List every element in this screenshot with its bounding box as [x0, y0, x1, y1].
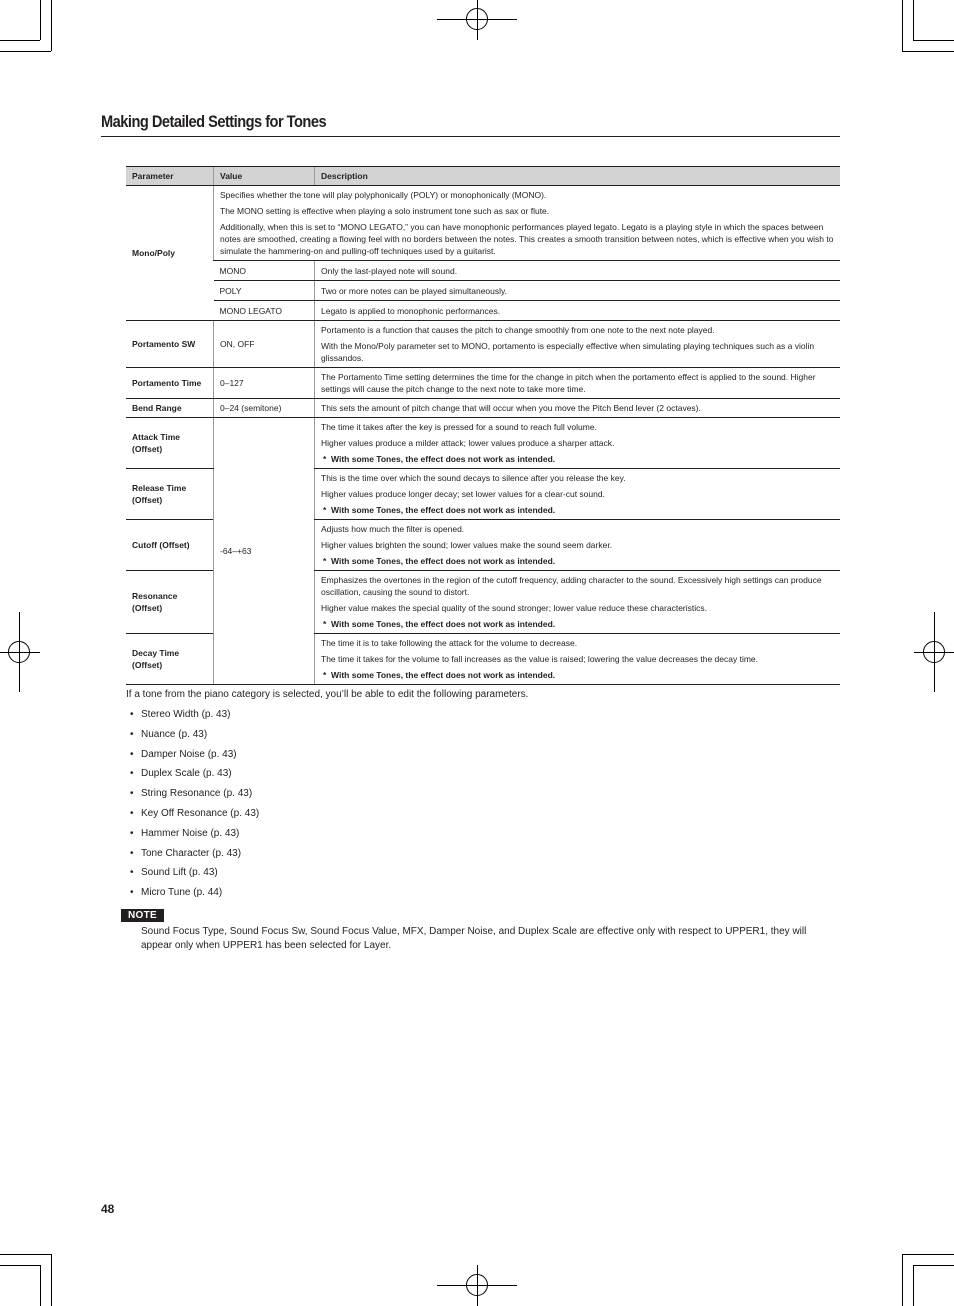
value-cell: 0–127 — [214, 368, 315, 399]
crop-mark — [51, 0, 52, 51]
asterisk-icon: * — [323, 505, 327, 515]
crop-mark — [0, 1254, 51, 1255]
description-cell — [315, 321, 841, 368]
param-qualifier: (Offset) — [132, 495, 163, 505]
param-decay-time — [126, 634, 214, 685]
description-text: Higher values produce a milder attack; lower values produce a sharper attack. — [321, 438, 615, 448]
description-cell — [315, 418, 841, 469]
description-text: The time it is to take following the attack for the volume to decrease. — [321, 638, 578, 648]
list-item — [126, 767, 259, 787]
crop-mark — [913, 1265, 914, 1306]
description-cell — [315, 520, 841, 571]
warning-note — [321, 504, 834, 516]
list-item-text: Hammer Noise (p. 43) — [141, 827, 240, 839]
bullet-icon: • — [130, 887, 134, 899]
crop-mark — [902, 1254, 903, 1306]
warning-text: With some Tones, the effect does not work as intended. — [331, 619, 556, 629]
crop-mark — [40, 0, 41, 40]
warning-text: With some Tones, the effect does not work as intended. — [331, 556, 556, 566]
param-mono-poly: Mono/Poly — [126, 186, 214, 321]
param-qualifier: (Offset) — [132, 660, 163, 670]
bullet-icon: • — [130, 788, 134, 800]
column-header-parameter: Parameter — [126, 167, 214, 186]
list-item-text: Tone Character (p. 43) — [141, 847, 242, 859]
value-cell-offset: -64–+63 — [214, 418, 315, 685]
warning-note — [321, 669, 834, 681]
table-row — [126, 368, 840, 399]
warning-text: With some Tones, the effect does not work as intended. — [331, 505, 556, 515]
param-qualifier: (Offset) — [132, 603, 163, 613]
param-bend-range: Bend Range — [126, 399, 214, 418]
description-text: Adjusts how much the filter is opened. — [321, 524, 465, 534]
description-text: This is the time over which the sound decays to silence after you release the key. — [321, 473, 626, 483]
param-cutoff: Cutoff (Offset) — [126, 520, 214, 571]
asterisk-icon: * — [323, 619, 327, 629]
crop-mark — [51, 1254, 52, 1306]
description-text: Portamento is a function that causes the pitch to change smoothly from one note to the next note played. — [321, 325, 715, 335]
column-header-description: Description — [315, 167, 841, 186]
description-cell — [315, 634, 841, 685]
page-title: Making Detailed Settings for Tones — [101, 112, 327, 131]
param-attack-time — [126, 418, 214, 469]
value-cell: MONO LEGATO — [214, 301, 315, 321]
warning-text: With some Tones, the effect does not work as intended. — [331, 670, 556, 680]
list-item — [126, 847, 259, 867]
list-item-text: Nuance (p. 43) — [141, 728, 208, 740]
value-cell: MONO — [214, 261, 315, 281]
param-resonance — [126, 571, 214, 634]
param-name: Resonance — [132, 591, 178, 601]
param-release-time — [126, 469, 214, 520]
description-text: Higher value makes the special quality of the sound stronger; lower value reduce these characteristics. — [321, 603, 708, 613]
description-cell: Legato is applied to monophonic performances. — [315, 301, 841, 321]
description-text: Emphasizes the overtones in the region of the cutoff frequency, adding character to the sound. Excessively high settings can produce oscillation, causing the sound to distort. — [321, 575, 822, 597]
bullet-icon: • — [130, 768, 134, 780]
crop-mark — [902, 51, 954, 52]
description-text: Higher values produce longer decay; set lower values for a clear-cut sound. — [321, 489, 605, 499]
table-row — [126, 281, 840, 301]
registration-mark — [466, 1274, 488, 1296]
description-text: The time it takes after the key is pressed for a sound to reach full volume. — [321, 422, 597, 432]
list-item — [126, 886, 259, 906]
warning-note — [321, 453, 834, 465]
list-item — [126, 866, 259, 886]
registration-mark — [466, 8, 488, 30]
list-item — [126, 807, 259, 827]
title-divider — [101, 136, 840, 137]
page-number: 48 — [101, 1202, 115, 1216]
value-cell: POLY — [214, 281, 315, 301]
param-portamento-sw: Portamento SW — [126, 321, 214, 368]
parameter-table — [126, 166, 840, 685]
crop-mark — [913, 1265, 954, 1266]
description-cell — [315, 571, 841, 634]
list-item-text: Duplex Scale (p. 43) — [141, 768, 232, 780]
crop-mark — [0, 51, 51, 52]
list-item-text: String Resonance (p. 43) — [141, 788, 253, 800]
table-row — [126, 301, 840, 321]
list-item-text: Key Off Resonance (p. 43) — [141, 807, 260, 819]
description-cell: This sets the amount of pitch change that will occur when you move the Pitch Bend lever (2 octaves). — [315, 399, 841, 418]
table-row — [126, 321, 840, 368]
list-item — [126, 748, 259, 768]
warning-note — [321, 618, 834, 630]
registration-mark — [8, 641, 30, 663]
crop-mark — [902, 0, 903, 51]
param-name: Attack Time — [132, 432, 181, 442]
table-header-row — [126, 167, 840, 186]
list-item — [126, 787, 259, 807]
asterisk-icon: * — [323, 556, 327, 566]
bullet-icon: • — [130, 728, 134, 740]
list-item — [126, 728, 259, 748]
intro-paragraph: If a tone from the piano category is selected, you’ll be able to edit the following parameters. — [126, 689, 529, 700]
description-text: Additionally, when this is set to “MONO LEGATO,” you can have monophonic performances played legato. Legato is a playing style in which the spaces between notes are smoothed, creating a flowing feel with no borders between the notes. This creates a smooth transition between notes, which is effective when you wish to simulate the hammering-on and pulling-off techniques used by a guitarist. — [220, 222, 834, 256]
piano-parameter-list — [126, 708, 259, 906]
note-label: NOTE — [121, 909, 164, 922]
list-item — [126, 827, 259, 847]
crop-mark — [40, 1265, 41, 1306]
list-item — [126, 708, 259, 728]
param-name: Decay Time — [132, 648, 180, 658]
value-cell: ON, OFF — [214, 321, 315, 368]
description-text: Higher values brighten the sound; lower values make the sound seem darker. — [321, 540, 613, 550]
table-row — [126, 261, 840, 281]
description-text: With the Mono/Poly parameter set to MONO, portamento is especially effective when simulating playing techniques such as a violin glissandos. — [321, 341, 815, 363]
bullet-icon: • — [130, 827, 134, 839]
param-name: Release Time — [132, 483, 187, 493]
description-text: The time it takes for the volume to fall increases as the value is raised; lowering the value decreases the decay time. — [321, 654, 759, 664]
list-item-text: Sound Lift (p. 43) — [141, 867, 218, 879]
bullet-icon: • — [130, 867, 134, 879]
value-cell: 0–24 (semitone) — [214, 399, 315, 418]
crop-mark — [902, 1254, 954, 1255]
crop-mark — [0, 40, 40, 41]
table-row — [126, 399, 840, 418]
registration-mark — [923, 641, 945, 663]
column-header-value: Value — [214, 167, 315, 186]
bullet-icon: • — [130, 847, 134, 859]
param-portamento-time: Portamento Time — [126, 368, 214, 399]
description-cell: Two or more notes can be played simultaneously. — [315, 281, 841, 301]
table-row — [126, 186, 840, 261]
table-row — [126, 418, 840, 469]
bullet-icon: • — [130, 709, 134, 720]
list-item-text: Damper Noise (p. 43) — [141, 748, 237, 760]
note-text: Sound Focus Type, Sound Focus Sw, Sound Focus Value, MFX, Damper Noise, and Duplex Scale are effective only with respect to UPPER1, they will appear only when UPPER1 has been selected for Layer. — [141, 926, 807, 951]
bullet-icon: • — [130, 807, 134, 819]
param-qualifier: (Offset) — [132, 444, 163, 454]
crop-mark — [0, 1265, 40, 1266]
warning-note — [321, 555, 834, 567]
description-text: Specifies whether the tone will play polyphonically (POLY) or monophonically (MONO). — [220, 190, 547, 200]
description-text: The MONO setting is effective when playing a solo instrument tone such as sax or flute. — [220, 206, 550, 216]
asterisk-icon: * — [323, 670, 327, 680]
description-cell — [214, 186, 841, 261]
list-item-text: Micro Tune (p. 44) — [141, 887, 223, 899]
description-cell: The Portamento Time setting determines the time for the change in pitch when the portamento effect is applied to the sound. Higher settings will cause the pitch change to the next note to take more time. — [315, 368, 841, 399]
asterisk-icon: * — [323, 454, 327, 464]
bullet-icon: • — [130, 748, 134, 760]
list-item-text: Stereo Width (p. 43) — [141, 709, 231, 720]
warning-text: With some Tones, the effect does not work as intended. — [331, 454, 556, 464]
description-cell — [315, 469, 841, 520]
crop-mark — [913, 40, 954, 41]
crop-mark — [913, 0, 914, 40]
description-cell: Only the last-played note will sound. — [315, 261, 841, 281]
